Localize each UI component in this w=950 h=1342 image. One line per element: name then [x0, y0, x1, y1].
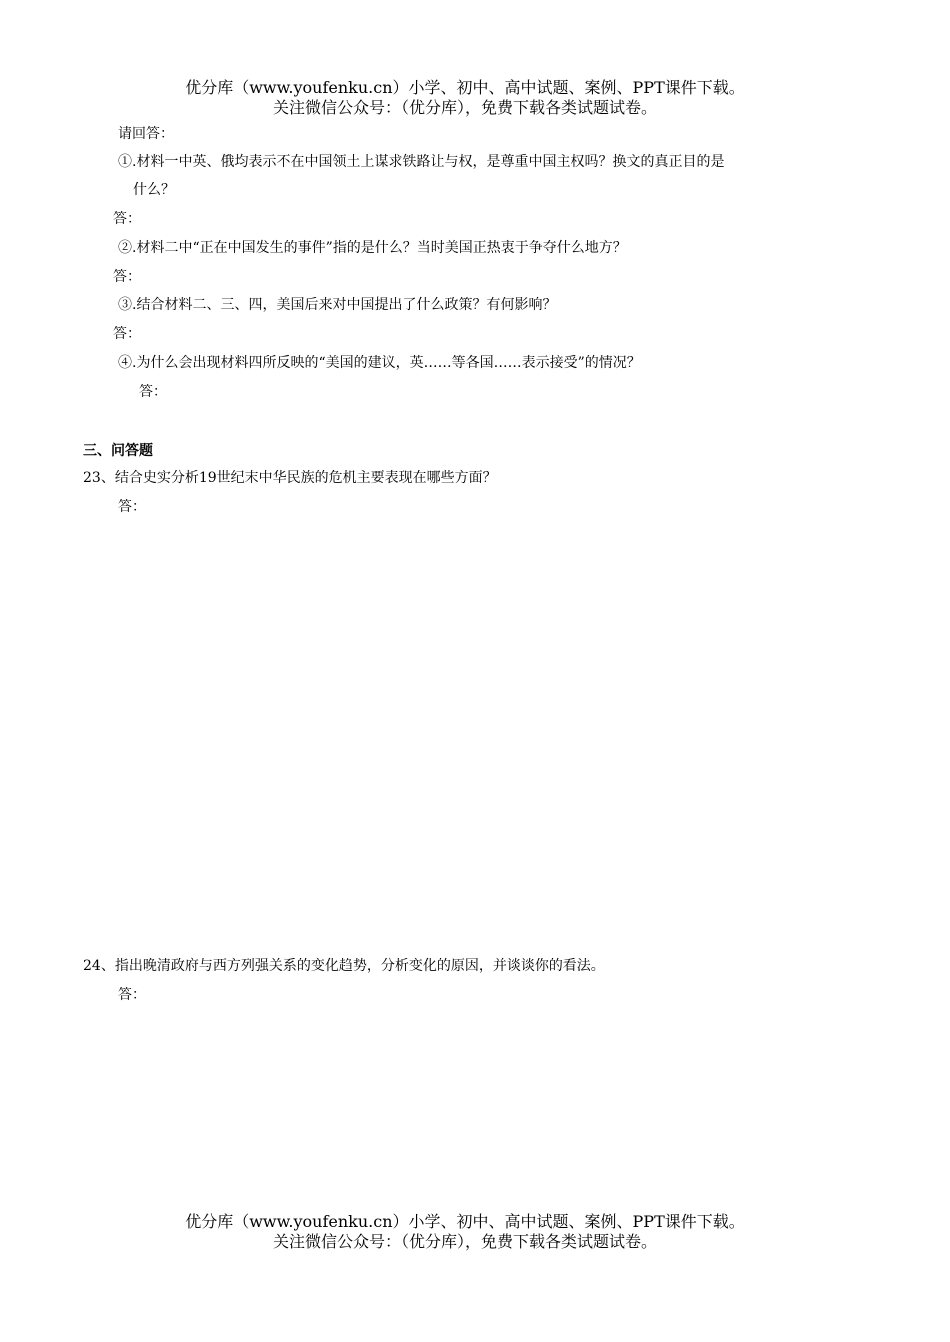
footer-line-1: 优分库（www.youfenku.cn）小学、初中、高中试题、案例、PPT课件下载。 — [185, 1212, 745, 1231]
question-1-line-1: ①.材料一中英、俄均表示不在中国领土上谋求铁路让与权，是尊重中国主权吗？换文的真正目的是 — [118, 154, 725, 170]
question-23: 23、结合史实分析19世纪末中华民族的危机主要表现在哪些方面？ — [83, 470, 497, 486]
question-24: 24、指出晚清政府与西方列强关系的变化趋势，分析变化的原因，并谈谈你的看法。 — [83, 958, 605, 974]
question-4-answer: 答： — [139, 384, 167, 400]
page-header — [0, 78, 930, 118]
question-2-answer: 答： — [113, 269, 141, 285]
footer-line-2: 关注微信公众号：（优分库），免费下载各类试题试卷。 — [272, 1232, 657, 1251]
header-line-1: 优分库（www.youfenku.cn）小学、初中、高中试题、案例、PPT课件下载。 — [185, 78, 745, 97]
question-3: ③.结合材料二、三、四，美国后来对中国提出了什么政策？有何影响？ — [118, 297, 557, 313]
question-1-line-2: 什么？ — [133, 182, 175, 198]
question-3-answer: 答： — [113, 326, 141, 342]
question-1-answer: 答： — [113, 211, 141, 227]
page-footer — [0, 1212, 930, 1252]
question-24-answer: 答： — [118, 987, 146, 1003]
question-23-answer: 答： — [118, 499, 146, 515]
header-line-2: 关注微信公众号：（优分库），免费下载各类试题试卷。 — [272, 98, 657, 117]
prompt-label: 请回答： — [118, 126, 174, 142]
section-title: 三、问答题 — [83, 443, 153, 459]
question-2: ②.材料二中“正在中国发生的事件”指的是什么？当时美国正热衷于争夺什么地方？ — [118, 240, 627, 256]
question-4: ④.为什么会出现材料四所反映的“美国的建议，英……等各国……表示接受”的情况？ — [118, 355, 641, 371]
